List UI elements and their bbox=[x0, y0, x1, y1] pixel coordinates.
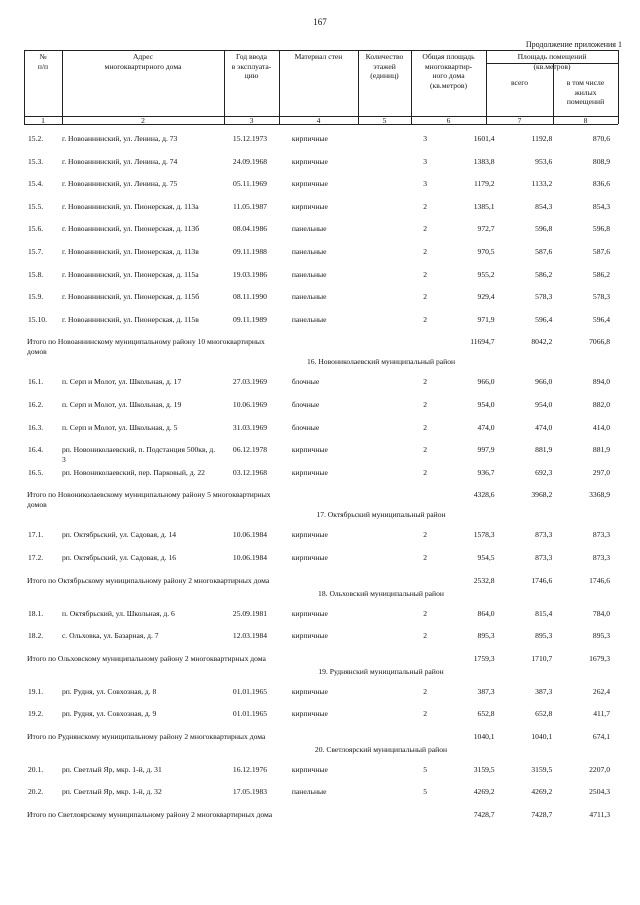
row-floors: 5 bbox=[423, 787, 428, 797]
row-year: 25.09.1981 bbox=[232, 608, 268, 618]
row-floors: 2 bbox=[423, 552, 428, 562]
row-rooms-area: 873,3 bbox=[535, 530, 553, 540]
header-floors: Количество этажей (единиц) bbox=[365, 52, 404, 80]
row-address: г. Новоаннинский, ул. Пионерская, д. 113в bbox=[61, 246, 199, 256]
table-row bbox=[24, 315, 618, 338]
total-living-area: 4711,3 bbox=[589, 810, 610, 820]
row-year: 10.06.1984 bbox=[232, 552, 268, 562]
row-number: 18.1. bbox=[28, 608, 44, 618]
total-label: Итого по Светлоярскому муниципальному району 2 многоквартирных дома bbox=[27, 810, 273, 820]
row-living-area: 881,9 bbox=[592, 445, 610, 455]
total-area: 4328,6 bbox=[473, 490, 495, 500]
row-floors: 2 bbox=[423, 224, 428, 234]
total-label: Итого по Новониколаевскому муниципальному району 5 многоквартирных домов bbox=[27, 490, 271, 510]
row-rooms-area: 966,0 bbox=[535, 377, 553, 387]
table-row bbox=[24, 530, 618, 553]
table-row bbox=[24, 247, 618, 270]
row-year: 01.01.1965 bbox=[232, 686, 268, 696]
row-total-area: 652,8 bbox=[477, 709, 495, 719]
row-wall-material: панельные bbox=[291, 246, 327, 256]
houses-table bbox=[24, 134, 618, 823]
table-header bbox=[24, 50, 618, 124]
table-row bbox=[24, 270, 618, 293]
row-number: 16.5. bbox=[28, 467, 44, 477]
row-address: п. Октябрьский, ул. Школьная, д. 6 bbox=[61, 608, 175, 618]
row-year: 24.09.1968 bbox=[232, 156, 268, 166]
row-rooms-area: 578,3 bbox=[535, 292, 553, 302]
row-wall-material: панельные bbox=[291, 224, 327, 234]
row-number: 15.2. bbox=[28, 134, 44, 143]
total-rooms-area: 1040,1 bbox=[531, 731, 553, 741]
row-address: г. Новоаннинский, ул. Пионерская, д. 113а bbox=[61, 201, 199, 211]
table-row bbox=[24, 179, 618, 202]
total-area: 2532,8 bbox=[473, 575, 495, 585]
row-address: рп. Светлый Яр, мкр. 1-й, д. 31 bbox=[61, 764, 162, 774]
row-rooms-area: 596,4 bbox=[535, 314, 553, 324]
row-wall-material: кирпичные bbox=[291, 709, 328, 719]
total-row bbox=[24, 732, 618, 745]
table-row bbox=[24, 377, 618, 400]
row-address: рп. Новониколаевский, пер. Парковый, д. 22 bbox=[61, 467, 205, 477]
section-heading-row bbox=[24, 667, 618, 687]
row-year: 12.03.1984 bbox=[232, 631, 268, 641]
row-total-area: 929,4 bbox=[477, 292, 495, 302]
total-area: 7428,7 bbox=[473, 810, 495, 820]
total-label: Итого по Руднянскому муниципальному району 2 многоквартирных дома bbox=[27, 731, 266, 741]
header-wall: Материал стен bbox=[294, 52, 343, 61]
row-wall-material: панельные bbox=[291, 787, 327, 797]
row-address: п. Серп и Молот, ул. Школьная, д. 5 bbox=[61, 422, 178, 432]
row-living-area: 297,0 bbox=[592, 467, 610, 477]
row-floors: 2 bbox=[423, 399, 428, 409]
row-address: г. Новоаннинский, ул. Пионерская, д. 115а bbox=[61, 269, 199, 279]
total-label: Итого по Новоаннинскому муниципальному району 10 многоквартирных домов bbox=[27, 337, 265, 357]
table-row bbox=[24, 609, 618, 632]
row-total-area: 474,0 bbox=[477, 422, 495, 432]
row-living-area: 596,8 bbox=[592, 224, 610, 234]
row-total-area: 997,9 bbox=[477, 445, 495, 455]
table-row bbox=[24, 468, 618, 491]
row-wall-material: блочные bbox=[291, 377, 320, 387]
header-living: в том числе жилых помещений bbox=[566, 78, 605, 106]
row-living-area: 586,2 bbox=[592, 269, 610, 279]
table-row bbox=[24, 157, 618, 180]
total-rooms-area: 7428,7 bbox=[531, 810, 553, 820]
row-address: рп. Светлый Яр, мкр. 1-й, д. 32 bbox=[61, 787, 162, 797]
row-wall-material: кирпичные bbox=[291, 530, 328, 540]
row-living-area: 578,3 bbox=[592, 292, 610, 302]
row-address: п. Серп и Молот, ул. Школьная, д. 17 bbox=[61, 377, 182, 387]
row-year: 10.06.1969 bbox=[232, 399, 268, 409]
row-living-area: 262,4 bbox=[592, 686, 610, 696]
row-living-area: 596,4 bbox=[592, 314, 610, 324]
row-total-area: 971,9 bbox=[477, 314, 495, 324]
row-wall-material: кирпичные bbox=[291, 608, 328, 618]
row-living-area: 854,3 bbox=[592, 201, 610, 211]
table-row bbox=[24, 553, 618, 576]
col-index: 6 bbox=[446, 116, 451, 125]
total-label: Итого по Ольховскому муниципальному району 2 многоквартирных дома bbox=[27, 653, 266, 663]
row-year: 11.05.1987 bbox=[233, 201, 267, 211]
row-living-area: 873,3 bbox=[592, 552, 610, 562]
row-year: 10.06.1984 bbox=[232, 530, 268, 540]
total-living-area: 1679,3 bbox=[589, 653, 610, 663]
row-year: 17.05.1983 bbox=[232, 787, 268, 797]
row-rooms-area: 854,3 bbox=[535, 201, 553, 211]
total-rooms-area: 1746,6 bbox=[531, 575, 553, 585]
row-rooms-area: 474,0 bbox=[535, 422, 553, 432]
total-living-area: 674,1 bbox=[592, 731, 610, 741]
total-rooms-area: 1710,7 bbox=[531, 653, 553, 663]
row-rooms-area: 953,6 bbox=[535, 156, 553, 166]
row-floors: 2 bbox=[423, 709, 428, 719]
total-living-area: 3368,9 bbox=[589, 490, 610, 500]
header-rooms-area: Площадь помещений (кв.метров) bbox=[517, 52, 587, 71]
section-heading-row bbox=[24, 745, 618, 765]
section-title: 18. Ольховский муниципальный район bbox=[318, 588, 444, 598]
header-address: Адрес многоквартирного дома bbox=[104, 52, 182, 71]
row-address: рп. Октябрьский, ул. Садовая, д. 16 bbox=[61, 552, 177, 562]
row-year: 19.03.1986 bbox=[232, 269, 268, 279]
row-number: 15.3. bbox=[28, 156, 44, 166]
row-living-area: 2504,3 bbox=[589, 787, 610, 797]
row-year: 31.03.1969 bbox=[232, 422, 268, 432]
row-floors: 2 bbox=[423, 201, 428, 211]
row-floors: 2 bbox=[423, 292, 428, 302]
row-rooms-area: 652,8 bbox=[535, 709, 553, 719]
header-num: № п/п bbox=[37, 52, 49, 71]
row-wall-material: кирпичные bbox=[291, 179, 328, 189]
row-year: 16.12.1976 bbox=[232, 764, 268, 774]
row-address: г. Новоаннинский, ул. Пионерская, д. 115б bbox=[61, 292, 200, 302]
table-row bbox=[24, 134, 618, 157]
total-living-area: 7066,8 bbox=[589, 337, 610, 347]
row-number: 15.5. bbox=[28, 201, 44, 211]
row-total-area: 954,5 bbox=[477, 552, 495, 562]
row-address: г. Новоаннинский, ул. Ленина, д. 73 bbox=[61, 134, 178, 143]
row-rooms-area: 387,3 bbox=[535, 686, 553, 696]
row-floors: 5 bbox=[423, 764, 428, 774]
table-row bbox=[24, 292, 618, 315]
row-rooms-area: 596,8 bbox=[535, 224, 553, 234]
section-title: 17. Октябрьский муниципальный район bbox=[316, 510, 446, 520]
row-total-area: 895,3 bbox=[477, 631, 495, 641]
section-title: 20. Светлоярский муниципальный район bbox=[314, 744, 448, 754]
row-rooms-area: 1192,8 bbox=[531, 134, 553, 143]
total-rooms-area: 8042,2 bbox=[531, 337, 553, 347]
row-floors: 2 bbox=[423, 530, 428, 540]
row-number: 19.1. bbox=[28, 686, 44, 696]
col-index: 4 bbox=[316, 116, 321, 125]
row-total-area: 970,5 bbox=[477, 246, 495, 256]
row-total-area: 1578,3 bbox=[473, 530, 495, 540]
row-year: 15.12.1973 bbox=[232, 134, 268, 143]
row-address: рп. Рудня, ул. Совхозная, д. 9 bbox=[61, 709, 157, 719]
section-heading-row bbox=[24, 357, 618, 377]
table-row bbox=[24, 631, 618, 654]
row-rooms-area: 1133,2 bbox=[531, 179, 553, 189]
row-number: 20.2. bbox=[28, 787, 44, 797]
row-number: 17.1. bbox=[28, 530, 44, 540]
row-total-area: 1601,4 bbox=[473, 134, 495, 143]
row-wall-material: кирпичные bbox=[291, 134, 328, 143]
row-year: 09.11.1989 bbox=[233, 314, 267, 324]
table-row bbox=[24, 202, 618, 225]
row-floors: 2 bbox=[423, 686, 428, 696]
row-living-area: 808,9 bbox=[592, 156, 610, 166]
row-floors: 2 bbox=[423, 445, 428, 455]
row-address: рп. Октябрьский, ул. Садовая, д. 14 bbox=[61, 530, 177, 540]
row-number: 15.7. bbox=[28, 246, 44, 256]
row-number: 19.2. bbox=[28, 709, 44, 719]
total-row bbox=[24, 810, 618, 823]
row-number: 15.6. bbox=[28, 224, 44, 234]
row-number: 15.4. bbox=[28, 179, 44, 189]
row-living-area: 587,6 bbox=[592, 246, 610, 256]
row-living-area: 836,6 bbox=[592, 179, 610, 189]
table-row bbox=[24, 423, 618, 446]
row-floors: 2 bbox=[423, 246, 428, 256]
row-year: 09.11.1988 bbox=[233, 246, 267, 256]
row-floors: 2 bbox=[423, 269, 428, 279]
row-total-area: 972,7 bbox=[477, 224, 495, 234]
row-wall-material: кирпичные bbox=[291, 686, 328, 696]
row-year: 27.03.1969 bbox=[232, 377, 268, 387]
row-number: 20.1. bbox=[28, 764, 44, 774]
row-living-area: 873,3 bbox=[592, 530, 610, 540]
table-row bbox=[24, 445, 618, 468]
row-living-area: 414,0 bbox=[592, 422, 610, 432]
section-heading-row bbox=[24, 510, 618, 530]
row-wall-material: кирпичные bbox=[291, 156, 328, 166]
row-address: рп. Новониколаевский, п. Подстанция 500кв, д. 3 bbox=[61, 445, 216, 465]
row-floors: 2 bbox=[423, 314, 428, 324]
col-index: 7 bbox=[517, 116, 522, 125]
row-rooms-area: 873,3 bbox=[535, 552, 553, 562]
row-year: 06.12.1978 bbox=[232, 445, 268, 455]
row-wall-material: блочные bbox=[291, 422, 320, 432]
header-year: Год ввода в эксплуата- цию bbox=[231, 52, 272, 80]
row-address: рп. Рудня, ул. Совхозная, д. 8 bbox=[61, 686, 157, 696]
row-number: 15.10. bbox=[28, 314, 47, 324]
row-floors: 2 bbox=[423, 608, 428, 618]
row-number: 16.1. bbox=[28, 377, 44, 387]
row-total-area: 4269,2 bbox=[473, 787, 495, 797]
table-row bbox=[24, 224, 618, 247]
row-rooms-area: 586,2 bbox=[535, 269, 553, 279]
row-total-area: 387,3 bbox=[477, 686, 495, 696]
row-living-area: 411,7 bbox=[593, 709, 610, 719]
row-number: 15.8. bbox=[28, 269, 44, 279]
row-wall-material: кирпичные bbox=[291, 764, 328, 774]
total-area: 11694,7 bbox=[470, 337, 495, 347]
col-index: 1 bbox=[41, 116, 45, 125]
total-row bbox=[24, 490, 618, 510]
row-total-area: 954,0 bbox=[477, 399, 495, 409]
row-rooms-area: 3159,5 bbox=[531, 764, 553, 774]
table-row bbox=[24, 709, 618, 732]
total-row bbox=[24, 654, 618, 667]
row-floors: 3 bbox=[423, 179, 428, 189]
row-floors: 2 bbox=[423, 422, 428, 432]
total-rooms-area: 3968,2 bbox=[531, 490, 553, 500]
row-rooms-area: 954,0 bbox=[535, 399, 553, 409]
row-floors: 2 bbox=[423, 631, 428, 641]
row-rooms-area: 4269,2 bbox=[531, 787, 553, 797]
row-address: г. Новоаннинский, ул. Пионерская, д. 113б bbox=[61, 224, 200, 234]
row-address: г. Новоаннинский, ул. Пионерская, д. 115в bbox=[61, 314, 199, 324]
row-total-area: 1385,1 bbox=[473, 201, 495, 211]
row-wall-material: панельные bbox=[291, 314, 327, 324]
table-row bbox=[24, 787, 618, 810]
table-row bbox=[24, 400, 618, 423]
row-living-area: 870,6 bbox=[592, 134, 610, 143]
col-index: 8 bbox=[583, 116, 588, 125]
row-number: 18.2. bbox=[28, 631, 44, 641]
page-number: 167 bbox=[313, 17, 327, 27]
header-all: всего bbox=[510, 78, 529, 87]
row-wall-material: панельные bbox=[291, 269, 327, 279]
row-floors: 3 bbox=[423, 134, 428, 143]
row-wall-material: блочные bbox=[291, 399, 320, 409]
row-number: 16.3. bbox=[28, 422, 44, 432]
row-address: г. Новоаннинский, ул. Ленина, д. 75 bbox=[61, 179, 178, 189]
row-total-area: 966,0 bbox=[477, 377, 495, 387]
row-number: 16.4. bbox=[28, 445, 44, 455]
col-index: 3 bbox=[249, 116, 254, 125]
row-living-area: 894,0 bbox=[592, 377, 610, 387]
row-wall-material: кирпичные bbox=[291, 201, 328, 211]
row-living-area: 882,0 bbox=[592, 399, 610, 409]
col-index: 5 bbox=[382, 116, 387, 125]
row-address: с. Ольховка, ул. Базарная, д. 7 bbox=[61, 631, 159, 641]
row-rooms-area: 881,9 bbox=[535, 445, 553, 455]
row-total-area: 1383,8 bbox=[473, 156, 495, 166]
row-living-area: 2207,0 bbox=[589, 764, 610, 774]
total-area: 1040,1 bbox=[473, 731, 495, 741]
row-year: 01.01.1965 bbox=[232, 709, 268, 719]
row-total-area: 864,0 bbox=[477, 608, 495, 618]
row-number: 17.2. bbox=[28, 552, 44, 562]
continuation-note: Продолжение приложения 1 bbox=[525, 40, 622, 49]
row-year: 03.12.1968 bbox=[232, 467, 268, 477]
row-total-area: 3159,5 bbox=[473, 764, 495, 774]
total-label: Итого по Октябрьскому муниципальному району 2 многоквартирных дома bbox=[27, 575, 270, 585]
table-row bbox=[24, 687, 618, 710]
row-rooms-area: 692,3 bbox=[535, 467, 553, 477]
total-row bbox=[24, 576, 618, 589]
row-rooms-area: 587,6 bbox=[535, 246, 553, 256]
col-index: 2 bbox=[141, 116, 145, 125]
section-heading-row bbox=[24, 589, 618, 609]
row-floors: 2 bbox=[423, 467, 428, 477]
row-floors: 3 bbox=[423, 156, 428, 166]
row-year: 08.04.1986 bbox=[232, 224, 268, 234]
row-living-area: 895,3 bbox=[592, 631, 610, 641]
header-total-area: Общая площадь многоквартир- ного дома (кв.метров) bbox=[422, 52, 475, 90]
row-total-area: 1179,2 bbox=[474, 179, 495, 189]
row-living-area: 784,0 bbox=[592, 608, 610, 618]
row-floors: 2 bbox=[423, 377, 428, 387]
row-wall-material: кирпичные bbox=[291, 631, 328, 641]
total-living-area: 1746,6 bbox=[589, 575, 610, 585]
row-rooms-area: 895,3 bbox=[535, 631, 553, 641]
total-row bbox=[24, 337, 618, 357]
row-total-area: 955,2 bbox=[477, 269, 495, 279]
row-year: 08.11.1990 bbox=[233, 292, 267, 302]
row-address: г. Новоаннинский, ул. Ленина, д. 74 bbox=[61, 156, 178, 166]
row-wall-material: кирпичные bbox=[291, 552, 328, 562]
section-title: 16. Новониколаевский муниципальный район bbox=[306, 357, 456, 367]
total-area: 1759,3 bbox=[473, 653, 495, 663]
row-address: п. Серп и Молот, ул. Школьная, д. 19 bbox=[61, 399, 182, 409]
row-rooms-area: 815,4 bbox=[535, 608, 553, 618]
section-title: 19. Руднянский муниципальный район bbox=[318, 666, 444, 676]
row-wall-material: кирпичные bbox=[291, 467, 328, 477]
row-number: 16.2. bbox=[28, 399, 44, 409]
row-wall-material: кирпичные bbox=[291, 445, 328, 455]
row-wall-material: панельные bbox=[291, 292, 327, 302]
row-total-area: 936,7 bbox=[477, 467, 495, 477]
row-number: 15.9. bbox=[28, 292, 44, 302]
table-row bbox=[24, 765, 618, 788]
row-year: 05.11.1969 bbox=[233, 179, 267, 189]
